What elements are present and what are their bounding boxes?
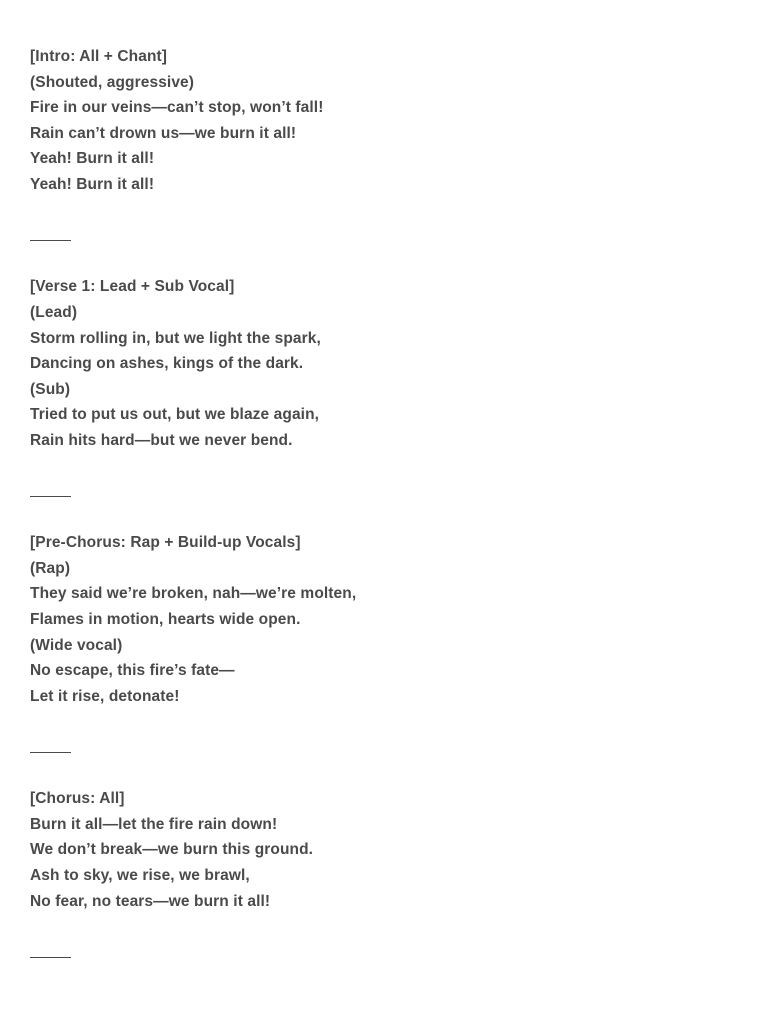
blank-line bbox=[30, 709, 730, 735]
blank-line bbox=[30, 914, 730, 940]
lyric-line: Flames in motion, hearts wide open. bbox=[30, 611, 301, 629]
lyric-line: Yeah! Burn it all! bbox=[30, 175, 155, 193]
divider-rule bbox=[30, 240, 71, 241]
lyrics-document bbox=[30, 44, 730, 965]
performance-note: (Shouted, aggressive) bbox=[30, 73, 195, 91]
divider-rule bbox=[30, 957, 71, 958]
lyric-line: Let it rise, detonate! bbox=[30, 687, 180, 705]
section-divider bbox=[30, 223, 730, 249]
section-divider bbox=[30, 940, 730, 966]
section-divider bbox=[30, 735, 730, 761]
blank-line bbox=[30, 761, 730, 787]
blank-line bbox=[30, 249, 730, 275]
blank-line bbox=[30, 454, 730, 480]
lyric-line: They said we’re broken, nah—we’re molten, bbox=[30, 585, 357, 603]
section-pre-chorus bbox=[30, 530, 730, 709]
performance-note: (Rap) bbox=[30, 559, 71, 577]
section-heading: [Pre-Chorus: Rap + Build-up Vocals] bbox=[30, 534, 301, 552]
lyric-line: We don’t break—we burn this ground. bbox=[30, 841, 314, 859]
blank-line bbox=[30, 198, 730, 224]
lyric-line: Ash to sky, we rise, we brawl, bbox=[30, 867, 250, 884]
section-intro bbox=[30, 44, 730, 198]
lyric-line: Rain hits hard—but we never bend. bbox=[30, 431, 293, 449]
section-verse-1 bbox=[30, 274, 730, 453]
section-heading: [Intro: All + Chant] bbox=[30, 48, 168, 65]
section-divider bbox=[30, 479, 730, 505]
lyric-line: No fear, no tears—we burn it all! bbox=[30, 892, 271, 910]
section-heading: [Verse 1: Lead + Sub Vocal] bbox=[30, 278, 235, 296]
lyric-line: Rain can’t drown us—we burn it all! bbox=[30, 124, 297, 142]
lyric-line: No escape, this fire’s fate— bbox=[30, 662, 235, 680]
section-chorus bbox=[30, 786, 730, 914]
lyric-line: Yeah! Burn it all! bbox=[30, 150, 155, 168]
performance-note: (Wide vocal) bbox=[30, 636, 123, 654]
performance-note: (Sub) bbox=[30, 380, 71, 398]
lyric-line: Burn it all—let the fire rain down! bbox=[30, 815, 278, 833]
lyric-line: Storm rolling in, but we light the spark, bbox=[30, 329, 321, 347]
lyric-line: Dancing on ashes, kings of the dark. bbox=[30, 355, 304, 373]
divider-rule bbox=[30, 496, 71, 497]
lyric-line: Tried to put us out, but we blaze again, bbox=[30, 406, 320, 424]
lyric-line: Fire in our veins—can’t stop, won’t fall! bbox=[30, 99, 324, 117]
blank-line bbox=[30, 505, 730, 531]
divider-rule bbox=[30, 752, 71, 753]
performance-note: (Lead) bbox=[30, 303, 78, 321]
section-heading: [Chorus: All] bbox=[30, 790, 125, 808]
